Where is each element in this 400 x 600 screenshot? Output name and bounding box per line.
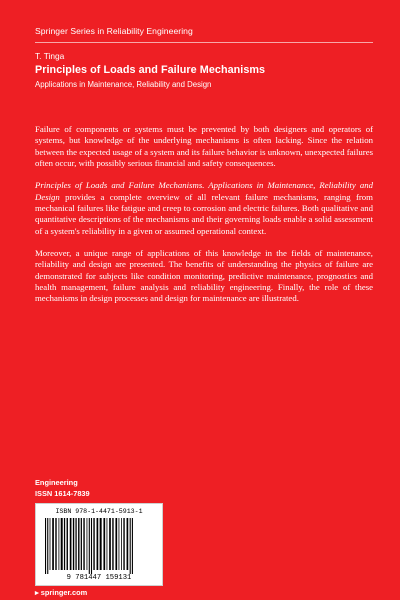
blurb-paragraph-2 — [35, 180, 373, 237]
barcode-bar — [97, 518, 99, 570]
barcode-label — [35, 503, 163, 586]
barcode-bar — [59, 518, 60, 570]
barcode-digits: 9 781447 159131 — [66, 574, 132, 582]
barcode-bar — [64, 518, 65, 570]
barcode-bar — [75, 518, 76, 570]
author-name: T. Tinga — [35, 51, 65, 61]
barcode-bar — [127, 518, 129, 570]
barcode-bar — [107, 518, 108, 570]
barcode-bar — [89, 518, 90, 574]
blurb-paragraph-3: Moreover, a unique range of applications of this knowledge in the fields of maintenance, reliability and design are presented. The benefits of understanding the physics of failure are demonstrated for subjects like condition monitoring, predictive maintenance, prognostics and health management, failure analysis and reliability engineering. Finally, the role of these mechanisms in design processes and design for maintenance are illustrated. — [35, 248, 373, 304]
barcode-bar — [52, 518, 54, 570]
barcode-bar — [83, 518, 84, 570]
series-name: Springer Series in Reliability Engineering — [35, 26, 193, 36]
barcode-bar — [91, 518, 92, 574]
issn-number: ISSN 1614-7839 — [35, 489, 90, 498]
barcode-bar — [123, 518, 124, 570]
barcode-bar — [67, 518, 68, 570]
barcode-bar — [112, 518, 113, 570]
barcode-bar — [70, 518, 72, 570]
barcode-bar — [132, 518, 133, 574]
publisher-url-text: springer.com — [40, 588, 88, 597]
barcode-bar — [81, 518, 82, 570]
publisher-url[interactable] — [35, 588, 87, 597]
blurb-book-title: Principles of Loads and Failure Mechanisms. Applications in Maintenance, Reliability and Design — [35, 180, 373, 202]
barcode-bar — [103, 518, 105, 570]
arrow-bullet-icon: ▸ — [35, 588, 41, 597]
barcode-icon — [43, 518, 157, 574]
blurb-paragraph-2-body: provides a complete overview of all relevant failure mechanisms, ranging from mechanical failures like fatigue and creep to corrosion and electric failures. Both qualitative and quantitative descriptions of the mechanisms and their governing loads enable a solid assessment of a system's reliability in a given or assumed operational context. — [35, 191, 373, 236]
barcode-bar — [130, 518, 131, 574]
barcode-bar — [78, 518, 79, 570]
barcode-bar — [119, 518, 120, 570]
barcode-bar — [47, 518, 48, 574]
book-subtitle: Applications in Maintenance, Reliability and Design — [35, 80, 212, 89]
barcode-bar — [55, 518, 56, 570]
barcode-bar — [109, 518, 111, 570]
barcode-bar — [45, 518, 46, 574]
barcode-bar — [87, 518, 88, 570]
barcode-bar — [93, 518, 94, 570]
blurb-text — [35, 124, 373, 316]
book-title: Principles of Loads and Failure Mechanisms — [35, 64, 266, 76]
barcode-bar — [100, 518, 102, 570]
barcode-bar — [121, 518, 122, 570]
barcode-bar — [61, 518, 63, 570]
isbn-number: ISBN 978-1-4471-5913-1 — [55, 508, 143, 515]
barcode-bar — [50, 518, 51, 570]
barcode-bar — [115, 518, 117, 570]
subject-category: Engineering — [35, 478, 78, 487]
blurb-paragraph-1: Failure of components or systems must be prevented by both designers and operators of systems, but knowledge of the underlying mechanisms is often lacking. Since the relation between the expected usage of a system and its failure behavior is unknown, unexpected failures often occur, with possibly serious financial and safety consequences. — [35, 124, 373, 169]
barcode-bar — [73, 518, 74, 570]
header-divider — [35, 42, 373, 43]
